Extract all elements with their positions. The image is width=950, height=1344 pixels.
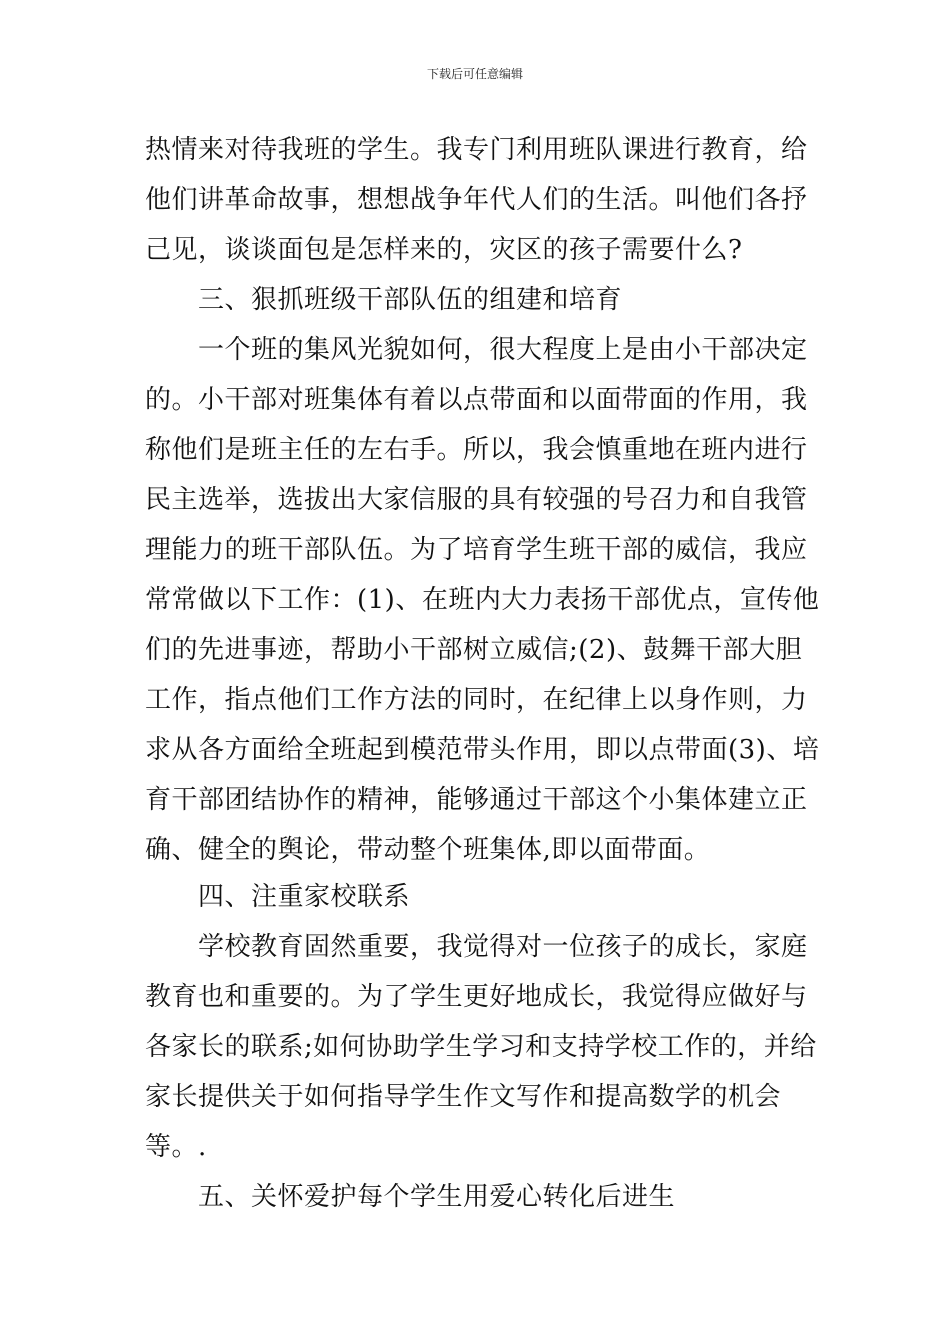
text-line: 求从各方面给全班起到模范带头作用，即以点带面(3)、培 (145, 735, 820, 765)
text-line: 各家长的联系;如何协助学生学习和支持学校工作的，并给 (145, 1032, 817, 1062)
text-line: 己见，谈谈面包是怎样来的，灾区的孩子需要什么? (145, 235, 743, 265)
section-heading: 五、关怀爱护每个学生用爱心转化后进生 (145, 1182, 676, 1212)
text-line: 们的先进事迹，帮助小干部树立威信;(2)、鼓舞干部大胆 (145, 635, 803, 665)
text-line: 工作，指点他们工作方法的同时，在纪律上以身作则，力 (145, 685, 808, 715)
text-line: 一个班的集风光貌如何，很大程度上是由小干部决定 (145, 335, 808, 365)
text-line: 教育也和重要的。为了学生更好地成长，我觉得应做好与 (145, 982, 808, 1012)
text-line: 学校教育固然重要，我觉得对一位孩子的成长，家庭 (145, 932, 808, 962)
text-line: 他们讲革命故事，想想战争年代人们的生活。叫他们各抒 (145, 185, 808, 215)
text-line: 民主选举，选拔出大家信服的具有较强的号召力和自我管 (145, 485, 808, 515)
text-line: 的。小干部对班集体有着以点带面和以面带面的作用，我 (145, 385, 808, 415)
section-heading: 四、注重家校联系 (145, 882, 411, 912)
text-line: 理能力的班干部队伍。为了培育学生班干部的威信，我应 (145, 535, 808, 565)
page-header: 下载后可任意编辑 (426, 67, 523, 81)
text-line: 等。. (145, 1132, 207, 1162)
text-line: 育干部团结协作的精神，能够通过干部这个小集体建立正 (145, 785, 808, 815)
text-line: 常常做以下工作：(1)、在班内大力表扬干部优点，宣传他 (145, 585, 820, 615)
text-line: 热情来对待我班的学生。我专门利用班队课进行教育，给 (145, 135, 808, 165)
text-line: 称他们是班主任的左右手。所以，我会慎重地在班内进行 (145, 435, 808, 465)
text-line: 确、健全的舆论，带动整个班集体,即以面带面。 (145, 835, 711, 865)
section-heading: 三、狠抓班级干部队伍的组建和培育 (145, 285, 623, 315)
text-line: 家长提供关于如何指导学生作文写作和提高数学的机会 (145, 1082, 782, 1112)
